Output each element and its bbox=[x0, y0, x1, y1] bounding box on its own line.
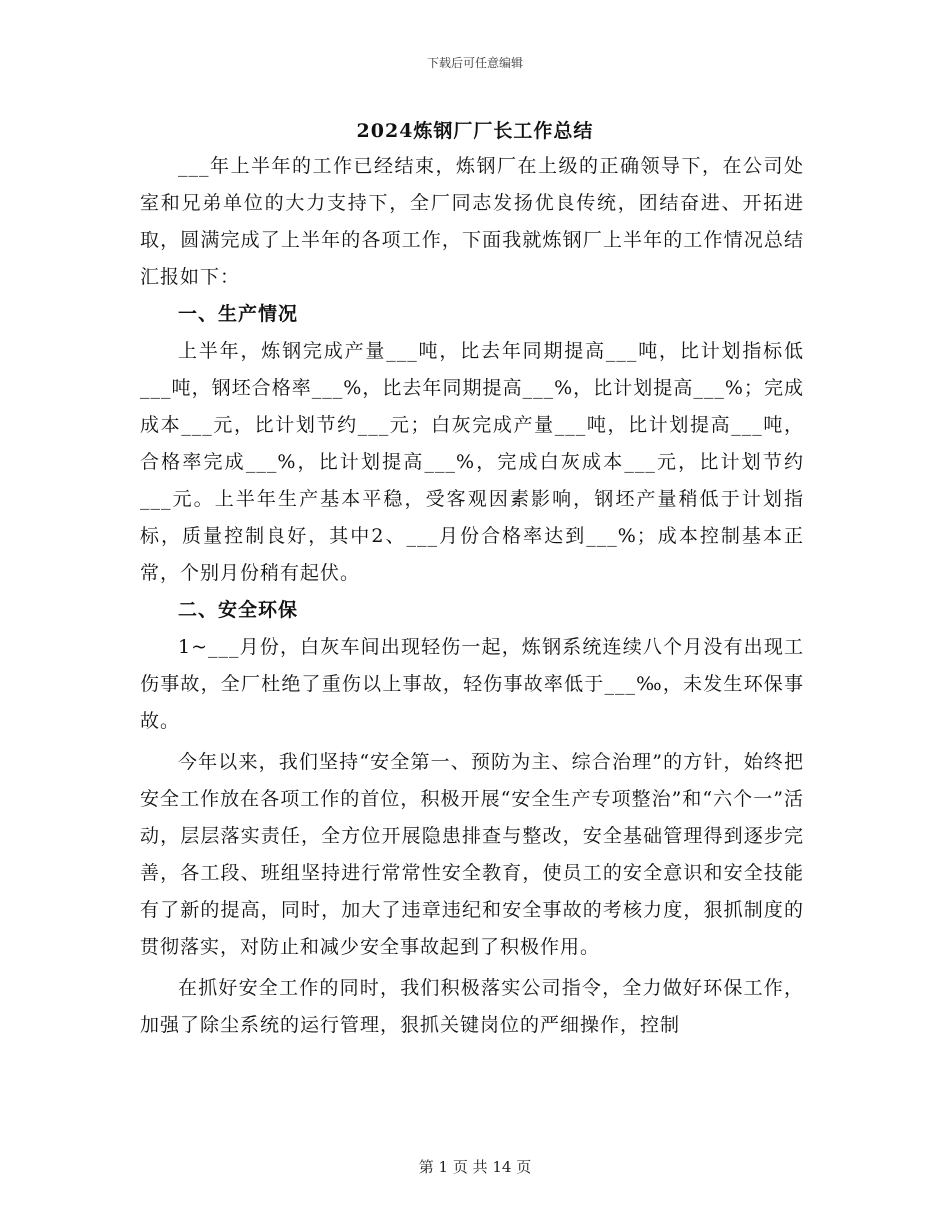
intro-paragraph: ___年上半年的工作已经结束，炼钢厂在上级的正确领导下，在公司处室和兄弟单位的大力支持下，全厂同志发扬优良传统，团结奋进、开拓进取，圆满完成了上半年的各项工作，下面我就炼钢厂上半年的工作情况总结汇报如下： bbox=[140, 155, 804, 288]
page-number: 第 1 页 共 14 页 bbox=[418, 1158, 532, 1176]
safety-paragraph-2: 今年以来，我们坚持“安全第一、预防为主、综合治理”的方针，始终把安全工作放在各项工作的首位，积极开展“安全生产专项整治”和“六个一”活动，层层落实责任，全方位开展隐患排查与整改，安全基础管理得到逐步完善，各工段、班组坚持进行常常性安全教育，使员工的安全意识和安全技能有了新的提高，同时，加大了违章违纪和安全事故的考核力度，狠抓制度的贯彻落实，对防止和减少安全事故起到了积极作用。 bbox=[140, 751, 804, 958]
page-header-note: 下载后可任意编辑 bbox=[426, 56, 523, 70]
safety-paragraph-1: 1~___月份，白灰车间出现轻伤一起，炼钢系统连续八个月没有出现工伤事故，全厂杜绝了重伤以上事故，轻伤事故率低于___‰，未发生环保事故。 bbox=[140, 636, 804, 732]
document-title: 2024炼钢厂厂长工作总结 bbox=[356, 120, 594, 142]
document-body bbox=[140, 148, 804, 1044]
production-paragraph: 上半年，炼钢完成产量___吨，比去年同期提高___吨，比计划指标低___吨，钢坯合格率___%，比去年同期提高___%，比计划提高___%；完成成本___元，比计划节约___元；白灰完成产量___吨，比计划提高___吨，合格率完成___%，比计划提高___%，完成白灰成本___元，比计划节约___元。上半年生产基本平稳，受客观因素影响，钢坯产量稍低于计划指标，质量控制良好，其中2、___月份合格率达到___%；成本控制基本正常，个别月份稍有起伏。 bbox=[140, 340, 804, 584]
section-heading-safety: 二、安全环保 bbox=[178, 599, 299, 621]
section-heading-production: 一、生产情况 bbox=[178, 303, 299, 325]
safety-paragraph-3: 在抓好安全工作的同时，我们积极落实公司指令，全力做好环保工作，加强了除尘系统的运行管理，狠抓关键岗位的严细操作，控制 bbox=[140, 977, 804, 1036]
